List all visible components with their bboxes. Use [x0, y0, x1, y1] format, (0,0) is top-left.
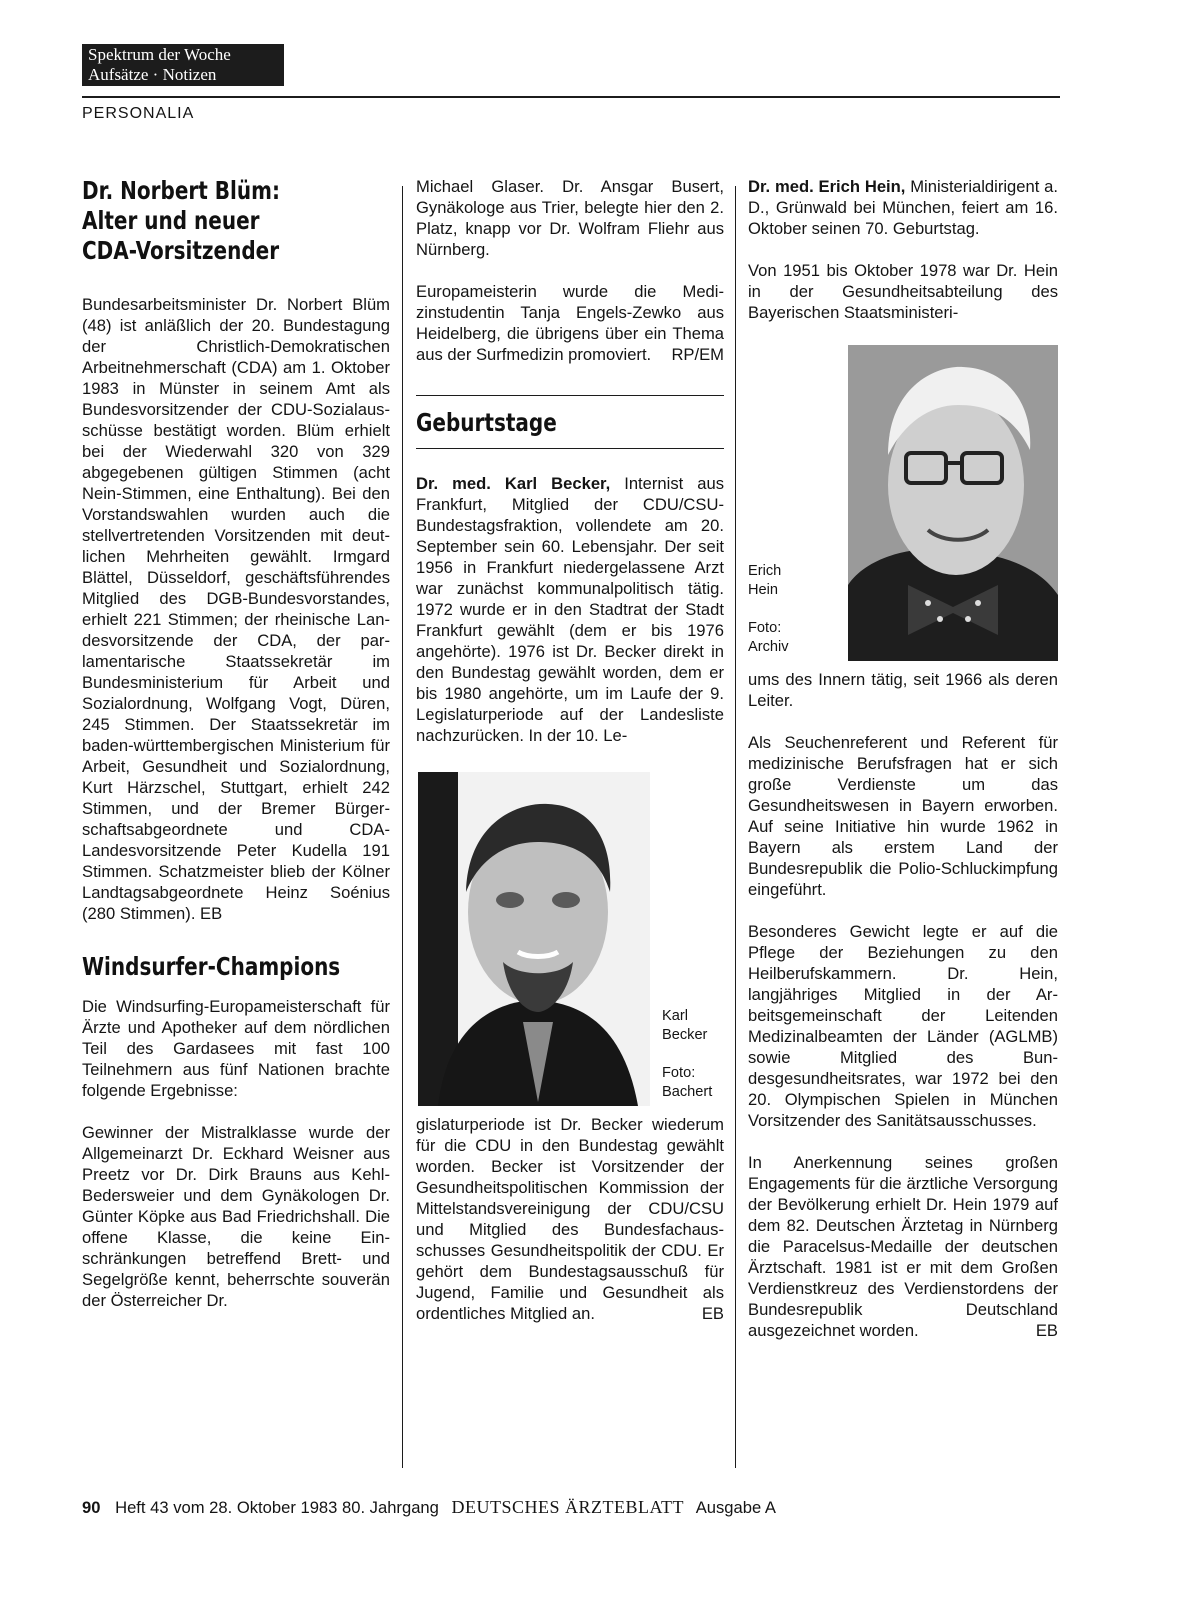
paragraph-text: In Anerkennung seines großen Engagements für die ärztliche Versorgung der Bevölkerung erhielt Dr. Hein 1979 auf dem 82. Deutschen Ärztetag in Nürnberg die Paracelsus-Medaille der deutschen Ärztschaft. 1981 ist er mit dem Großen Verdienstkreuz des Verdienstordens der Bundesrepublik Deutschland ausgezeichnet worden. — [748, 1153, 1058, 1340]
author-signature: RP/EM — [671, 345, 724, 364]
masthead-line2: Aufsätze · Notizen — [88, 65, 217, 84]
top-rule — [82, 96, 1060, 98]
article-paragraph: Bundesarbeitsminister Dr. Norbert Blüm (48) ist anläßlich der 20. Bundestagung der Christlich-Demokratischen Arbeitnehmerschaft (CDA) am 1. Oktober 1983 in Münster in seinem Amt als Bundesvorsitzender der CDU-Sozialausschüsse bestätigt worden. Blüm erhielt bei der Wiederwahl 320 von 329 abgegebenen gültigen Stimmen (acht Nein-Stimmen, eine Enthaltung). Bei den Vorstandswahlen wurden auch die stellvertretenden Vorsitzenden mit deutlichen Mehrheiten gewählt. Irmgard Blättel, Düsseldorf, geschäftsführendes Mitglied des DGB-Bundesvorstandes, erhielt 221 Stimmen; der rheinische Landesvorsitzende der CDA, der parlamentarische Staatssekretär im Bundesministerium für Arbeit und Sozialordnung, Wolfgang Vogt, Düren, 245 Stimmen. Der Staatssekretär im baden-württembergischen Ministerium für Arbeit, Gesundheit und Sozialordnung, Kurt Härzschel, Stuttgart, erhielt 242 Stimmen, und der Bremer Bürgerschaftsabgeordnete und CDA-Landesvorsitzende Peter Kudella 191 Stimmen. Schatzmeister blieb der Kölner Landtagsabgeordnete Heinz Soénius (280 Stimmen). EB — [82, 295, 390, 923]
caption-credit: Foto: — [748, 620, 782, 636]
headline-line: CDA-Vorsitzender — [82, 236, 280, 265]
caption-credit: Archiv — [748, 639, 789, 655]
author-signature: EB — [701, 1304, 724, 1323]
paragraph-text: gislaturperiode ist Dr. Becker wiederum für die CDU in den Bundestag gewählt worden. Becker ist Vorsitzender der Gesundheitspolitischen Kommission der Mittelstandsvereinigung der CDU/CSU und Mitglied des Bundesfachausschusses Gesundheitspolitik der CDU. Er gehört dem Bundestagsausschuß für Jugend, Familie und Gesundheit als ordentliches Mitglied an. — [416, 1115, 724, 1323]
caption-name: Hein — [748, 582, 779, 598]
paragraph-text: Internist aus Frankfurt, Mitglied der CDU/CSU-Bundestagsfraktion, vollendete am 20. September sein 60. Lebensjahr. Der seit 1956 in Frankfurt niedergelassene Arzt war zunächst kommunalpolitisch tätig. 1972 wurde er in den Stadtrat der Stadt Frankfurt gewählt (dem er bis 1976 angehörte). 1976 ist Dr. Becker direkt in den Bundestag gewählt worden, dem er bis 1980 angehörte, um im Laufe der 9. Legislaturperiode auf der Landesliste nachzurücken. In der 10. Le- — [416, 474, 724, 745]
headline-line: Alter und neuer — [82, 206, 260, 235]
headline-windsurfer: Windsurfer-Champions — [82, 952, 341, 981]
column-3 — [748, 176, 1058, 1341]
headline-geburtstage: Geburtstage — [416, 408, 557, 437]
author-signature: EB — [1035, 1321, 1058, 1340]
person-name: Dr. med. Karl Becker, — [416, 474, 611, 493]
publication-name: DEUTSCHES ÄRZTEBLATT — [451, 1497, 684, 1517]
article-paragraph — [416, 473, 724, 746]
page-number: 90 — [82, 1498, 101, 1517]
article-paragraph — [416, 281, 724, 365]
caption-credit: Bachert — [662, 1084, 713, 1100]
portrait-photo-hein — [848, 345, 1058, 661]
photo-caption-hein — [748, 562, 848, 661]
article-paragraph — [748, 1152, 1058, 1341]
caption-credit: Foto: — [662, 1065, 696, 1081]
article-paragraph: Besonderes Gewicht legte er auf die Pflege der Beziehungen zu den Heilberufskammern. Dr. Hein, langjähriges Mitglied in der Arbeitsgemeinschaft der Leitenden Medizinalbeamten der Länder (AGLMB) sowie Mitglied des Bundesgesundheitsrates, war 1972 bei den 20. Olympischen Spielen in München Vorsitzender des Sanitätsausschusses. — [748, 922, 1058, 1130]
paragraph-text: Europameisterin wurde die Medizinstudentin Tanja Engels-Zewko aus Heidelberg, die übrigens über ein Thema aus der Surfmedizin promoviert. — [416, 282, 724, 364]
caption-name: Becker — [662, 1027, 708, 1043]
column-divider — [402, 186, 403, 1468]
caption-name: Erich — [748, 563, 782, 579]
photo-block-becker — [416, 772, 724, 1106]
article-paragraph: ums des Innern tätig, seit 1966 als deren Leiter. — [748, 670, 1058, 710]
issue-info: Heft 43 vom 28. Oktober 1983 80. Jahrgang — [115, 1498, 439, 1517]
masthead-line1: Spektrum der Woche — [88, 45, 231, 64]
article-paragraph: Gewinner der Mistralklasse wurde der Allgemeinarzt Dr. Eckhard Weisner aus Preetz vor Dr. Dirk Brauns aus Kehl-Bedersweier und dem Gynäkologen Dr. Günter Köpke aus Bad Friedrichshall. Die offene Klasse, die keine Einschränkungen betreffend Brett- und Segelgröße kennt, beherrschte souverän der Österreicher Dr. — [82, 1123, 390, 1310]
portrait-photo-becker — [418, 772, 650, 1106]
caption-name: Karl — [662, 1008, 688, 1024]
edition: Ausgabe A — [695, 1498, 776, 1517]
photo-caption-becker — [650, 1007, 712, 1106]
photo-block-hein — [748, 345, 1058, 661]
paragraph-text: Ministerialdirigent a. D., Grünwald bei München, feiert am 16. Oktober seinen 70. Geburtstag. — [748, 177, 1059, 238]
column-1 — [82, 176, 390, 1311]
page-footer — [82, 1497, 776, 1518]
headline-line: Dr. Norbert Blüm: — [82, 176, 280, 205]
heading-rule — [416, 395, 724, 396]
article-paragraph: Michael Glaser. Dr. Ansgar Busert, Gynäkologe aus Trier, belegte hier den 2. Platz, knapp vor Dr. Wolfram Fliehr aus Nürnberg. — [416, 177, 724, 259]
column-divider — [735, 186, 736, 1468]
section-label: PERSONALIA — [82, 105, 195, 122]
article-paragraph — [416, 1114, 724, 1324]
heading-rule — [416, 448, 724, 449]
headline-bluem — [82, 176, 328, 266]
article-paragraph: Von 1951 bis Oktober 1978 war Dr. Hein in der Gesundheitsabteilung des Bayerischen Staatsministeri- — [748, 261, 1058, 322]
person-name: Dr. med. Erich Hein, — [748, 177, 906, 196]
portrait-illustration — [418, 772, 650, 1106]
article-paragraph: Die Windsurfing-Europameisterschaft für Ärzte und Apotheker auf dem nördlichen Teil des Gardasees mit fast 100 Teilnehmern aus fünf Nationen brachte folgende Ergebnisse: — [82, 997, 390, 1100]
masthead — [82, 44, 284, 86]
column-2 — [416, 176, 724, 1324]
article-paragraph — [748, 176, 1058, 239]
article-paragraph: Als Seuchenreferent und Referent für medizinische Berufsfragen hat er sich große Verdienste um das Gesundheitswesen in Bayern erworben. Auf seine Initiative hin wurde 1962 in Bayern als erstem Land der Bundesrepublik die Polio-Schluckimpfung eingeführt. — [748, 733, 1058, 899]
portrait-illustration — [848, 345, 1058, 661]
